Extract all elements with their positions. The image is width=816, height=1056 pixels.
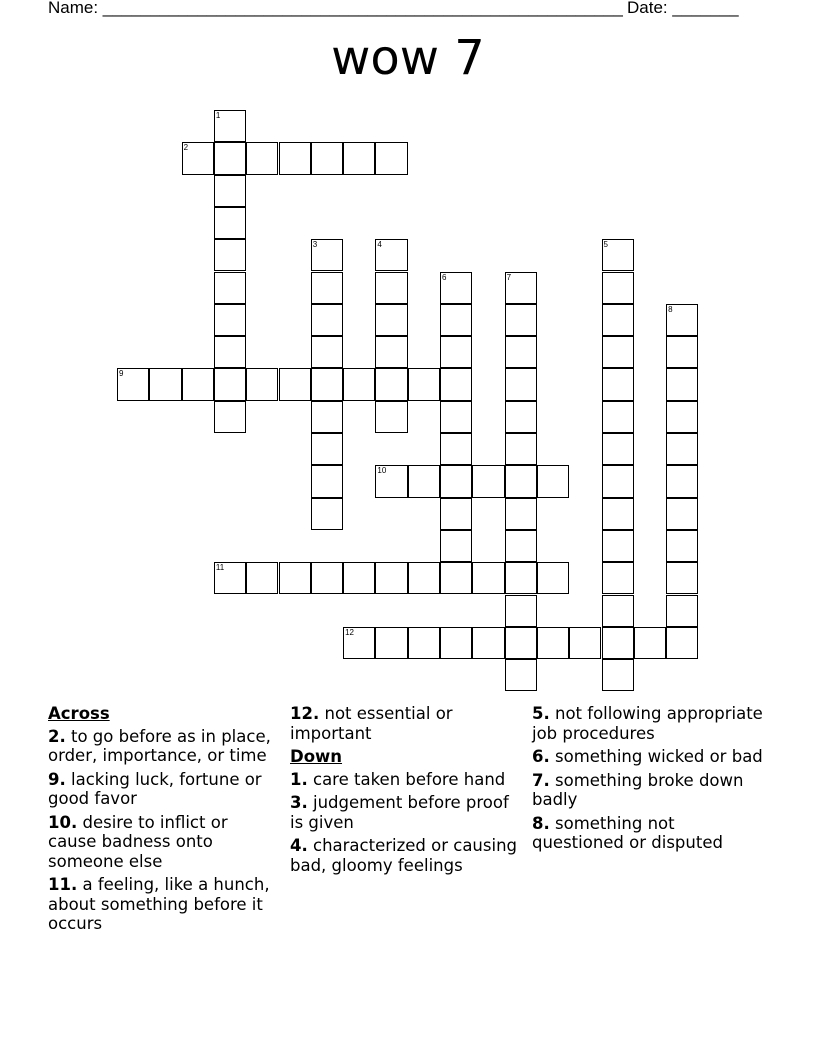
- clue-number: 6.: [532, 747, 550, 766]
- clue-text: judgement before proof is given: [290, 793, 509, 832]
- cell-number: 5: [603, 240, 608, 250]
- grid-cell[interactable]: [602, 562, 634, 594]
- grid-cell[interactable]: [117, 368, 149, 400]
- cell-number: 9: [119, 369, 124, 379]
- grid-cell[interactable]: [375, 142, 407, 174]
- grid-cell[interactable]: [214, 562, 246, 594]
- grid-cell[interactable]: [505, 530, 537, 562]
- grid-cell[interactable]: [666, 465, 698, 497]
- grid-cell[interactable]: [440, 433, 472, 465]
- grid-cell[interactable]: [666, 304, 698, 336]
- grid-cell[interactable]: [149, 368, 181, 400]
- cell-number: 12: [345, 627, 354, 637]
- grid-cell[interactable]: [375, 304, 407, 336]
- grid-cell[interactable]: [602, 627, 634, 659]
- grid-cell[interactable]: [666, 368, 698, 400]
- grid-cell[interactable]: [343, 627, 375, 659]
- grid-cell[interactable]: [602, 368, 634, 400]
- cell-number: 2: [183, 143, 189, 153]
- grid-cell[interactable]: [505, 272, 537, 304]
- grid-cell[interactable]: [666, 336, 698, 368]
- grid-cell[interactable]: [505, 368, 537, 400]
- cell-number: 8: [668, 304, 673, 314]
- cell-number: 3: [312, 240, 318, 250]
- clue-text: lacking luck, fortune or good favor: [48, 769, 262, 808]
- grid-cell[interactable]: [343, 562, 375, 594]
- clue-text: characterized or causing bad, gloomy feelings: [290, 836, 518, 875]
- grid-cell[interactable]: [602, 659, 634, 691]
- clue-number: 5.: [532, 704, 550, 723]
- date-field[interactable]: Date: _______: [627, 0, 739, 17]
- grid-cell[interactable]: [602, 272, 634, 304]
- across-heading: Across: [48, 704, 110, 723]
- grid-cell[interactable]: [375, 368, 407, 400]
- grid-cell[interactable]: [505, 401, 537, 433]
- grid-cell[interactable]: [214, 110, 246, 142]
- grid-cell[interactable]: [666, 627, 698, 659]
- grid-cell[interactable]: [505, 433, 537, 465]
- grid-cell[interactable]: [214, 175, 246, 207]
- clue-across-10: [48, 813, 280, 872]
- grid-cell[interactable]: [537, 465, 569, 497]
- grid-cell[interactable]: [375, 465, 407, 497]
- clue-number: 1.: [290, 769, 308, 789]
- grid-cell[interactable]: [214, 401, 246, 433]
- clue-number: 10.: [48, 812, 78, 832]
- grid-cell[interactable]: [375, 272, 407, 304]
- cell-number: 6: [442, 272, 447, 282]
- clue-number: 12.: [290, 704, 320, 723]
- grid-cell[interactable]: [602, 595, 634, 627]
- grid-cell[interactable]: [311, 465, 343, 497]
- clue-number: 4.: [290, 836, 308, 855]
- clue-down-1: [290, 770, 522, 790]
- grid-cell[interactable]: [214, 304, 246, 336]
- grid-cell[interactable]: [505, 562, 537, 594]
- clue-down-6: [532, 747, 764, 767]
- clue-across-11: [48, 875, 280, 934]
- grid-cell[interactable]: [408, 465, 440, 497]
- grid-cell[interactable]: [440, 368, 472, 400]
- grid-cell[interactable]: [408, 627, 440, 659]
- grid-cell[interactable]: [537, 562, 569, 594]
- clue-across-12: [290, 704, 522, 743]
- grid-cell[interactable]: [440, 627, 472, 659]
- grid-cell[interactable]: [440, 336, 472, 368]
- clue-text: a feeling, like a hunch, about something before it occurs: [48, 875, 270, 933]
- grid-cell[interactable]: [602, 433, 634, 465]
- grid-cell[interactable]: [375, 562, 407, 594]
- grid-cell[interactable]: [279, 562, 311, 594]
- down-heading: Down: [290, 747, 343, 766]
- grid-cell[interactable]: [505, 659, 537, 691]
- cell-number: 11: [215, 563, 225, 573]
- cell-number: 7: [506, 272, 512, 282]
- grid-cell[interactable]: [214, 272, 246, 304]
- clue-text: desire to inflict or cause badness onto someone else: [48, 812, 228, 871]
- grid-cell[interactable]: [602, 465, 634, 497]
- grid-cell[interactable]: [182, 368, 214, 400]
- grid-cell[interactable]: [311, 433, 343, 465]
- grid-cell[interactable]: [375, 336, 407, 368]
- grid-cell[interactable]: [343, 368, 375, 400]
- clues-column-2: [290, 704, 522, 879]
- grid-cell[interactable]: [602, 336, 634, 368]
- clues-column-3: [532, 704, 764, 857]
- grid-cell[interactable]: [440, 304, 472, 336]
- grid-cell[interactable]: [472, 627, 504, 659]
- clue-down-5: [532, 704, 764, 743]
- grid-cell[interactable]: [666, 530, 698, 562]
- clue-number: 11.: [48, 875, 78, 894]
- grid-cell[interactable]: [408, 368, 440, 400]
- grid-cell[interactable]: [666, 595, 698, 627]
- grid-cell[interactable]: [408, 562, 440, 594]
- grid-cell[interactable]: [311, 239, 343, 271]
- clue-down-8: [532, 814, 764, 853]
- grid-cell[interactable]: [505, 336, 537, 368]
- grid-cell[interactable]: [602, 530, 634, 562]
- grid-cell[interactable]: [505, 465, 537, 497]
- clue-number: 8.: [532, 813, 550, 833]
- grid-cell[interactable]: [214, 207, 246, 239]
- clue-number: 2.: [48, 726, 66, 746]
- grid-cell[interactable]: [472, 465, 504, 497]
- grid-cell[interactable]: [666, 433, 698, 465]
- grid-cell[interactable]: [602, 239, 634, 271]
- grid-cell[interactable]: [440, 465, 472, 497]
- grid-cell[interactable]: [214, 368, 246, 400]
- grid-cell[interactable]: [311, 304, 343, 336]
- grid-cell[interactable]: [246, 562, 278, 594]
- grid-cell[interactable]: [569, 627, 601, 659]
- grid-cell[interactable]: [440, 272, 472, 304]
- grid-cell[interactable]: [182, 142, 214, 174]
- cell-number: 4: [377, 240, 382, 250]
- cell-number: 1: [215, 111, 221, 120]
- grid-cell[interactable]: [214, 142, 246, 174]
- grid-cell[interactable]: [311, 142, 343, 174]
- grid-cell[interactable]: [440, 498, 472, 530]
- clue-text: care taken before hand: [313, 769, 506, 789]
- grid-cell[interactable]: [246, 368, 278, 400]
- clue-text: something wicked or bad: [555, 747, 763, 766]
- grid-cell[interactable]: [375, 627, 407, 659]
- grid-cell[interactable]: [311, 498, 343, 530]
- grid-cell[interactable]: [440, 401, 472, 433]
- grid-cell[interactable]: [602, 498, 634, 530]
- clue-down-3: [290, 793, 522, 832]
- grid-cell[interactable]: [311, 401, 343, 433]
- grid-cell[interactable]: [214, 336, 246, 368]
- grid-cell[interactable]: [375, 401, 407, 433]
- grid-cell[interactable]: [440, 530, 472, 562]
- grid-cell[interactable]: [311, 272, 343, 304]
- grid-cell[interactable]: [602, 304, 634, 336]
- clue-text: something not questioned or disputed: [532, 813, 723, 852]
- grid-cell[interactable]: [666, 401, 698, 433]
- clues-column-1: [48, 704, 280, 938]
- grid-cell[interactable]: [505, 595, 537, 627]
- clue-down-4: [290, 836, 522, 875]
- grid-cell[interactable]: [279, 368, 311, 400]
- name-field[interactable]: Name: _______________________________________________________: [48, 0, 623, 17]
- clue-number: 9.: [48, 769, 66, 789]
- grid-cell[interactable]: [311, 562, 343, 594]
- grid-cell[interactable]: [634, 627, 666, 659]
- grid-cell[interactable]: [214, 239, 246, 271]
- grid-cell[interactable]: [537, 627, 569, 659]
- grid-cell[interactable]: [375, 239, 407, 271]
- cell-number: 10: [377, 466, 387, 476]
- clue-text: not essential or important: [290, 704, 453, 743]
- clue-down-7: [532, 771, 764, 810]
- puzzle-title: wow 7: [331, 30, 485, 86]
- grid-cell[interactable]: [666, 562, 698, 594]
- grid-cell[interactable]: [505, 304, 537, 336]
- grid-cell[interactable]: [505, 498, 537, 530]
- grid-cell[interactable]: [311, 336, 343, 368]
- grid-cell[interactable]: [246, 142, 278, 174]
- clue-text: not following appropriate job procedures: [532, 704, 763, 743]
- grid-cell[interactable]: [602, 401, 634, 433]
- clue-text: something broke down badly: [532, 770, 744, 809]
- clue-number: 3.: [290, 793, 308, 812]
- clue-across-9: [48, 770, 280, 809]
- grid-cell[interactable]: [440, 562, 472, 594]
- clue-text: to go before as in place, order, importance, or time: [48, 726, 271, 765]
- grid-cell[interactable]: [311, 368, 343, 400]
- grid-cell[interactable]: [505, 627, 537, 659]
- grid-cell[interactable]: [343, 142, 375, 174]
- clue-across-2: [48, 727, 280, 766]
- clue-number: 7.: [532, 770, 550, 790]
- grid-cell[interactable]: [472, 562, 504, 594]
- grid-cell[interactable]: [666, 498, 698, 530]
- grid-cell[interactable]: [279, 142, 311, 174]
